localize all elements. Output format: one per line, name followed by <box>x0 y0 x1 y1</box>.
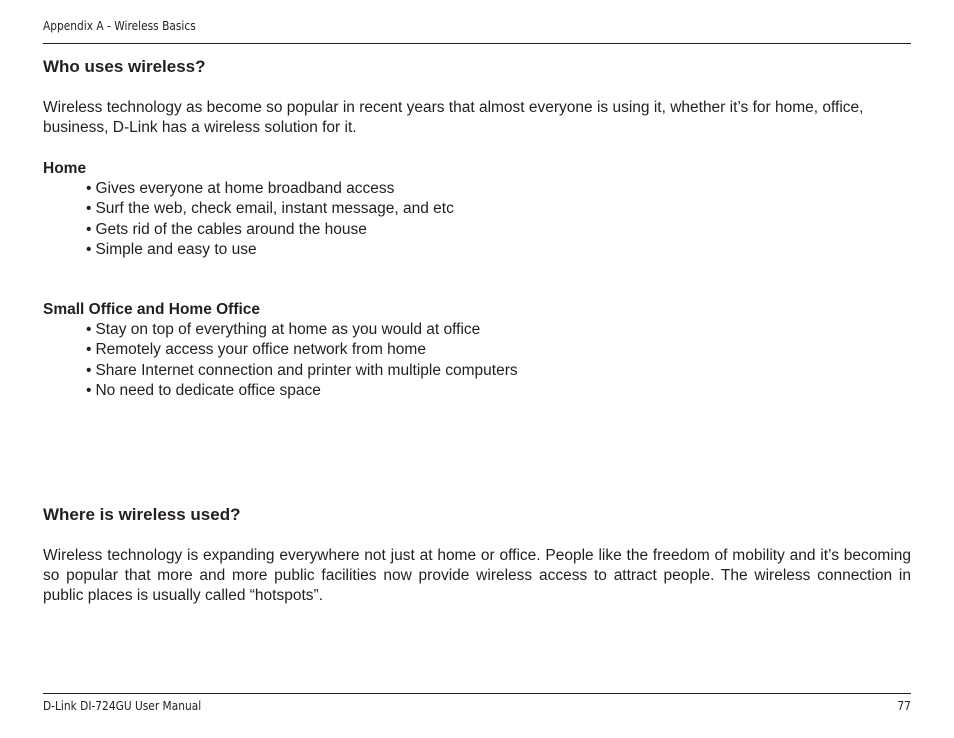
soho-bullet-list <box>86 320 518 402</box>
soho-heading: Small Office and Home Office <box>43 301 261 318</box>
bullet-icon: • <box>86 321 92 338</box>
bullet-icon: • <box>86 180 92 197</box>
who-uses-wireless-heading: Who uses wireless? <box>43 57 206 76</box>
footer-rule <box>43 693 911 694</box>
home-heading: Home <box>43 160 87 177</box>
list-item: • Gets rid of the cables around the house <box>86 220 367 238</box>
where-is-wireless-used-body: Wireless technology is expanding everywhere not just at home or office. People like the freedom of mobility and it’s becoming so popular that more and more public facilities now provide wireless access to attract people. The wireless connection in public places is usually called “hotspots”. <box>43 547 911 604</box>
list-item: • Share Internet connection and printer with multiple computers <box>86 361 518 379</box>
footer-manual-title: D-Link DI-724GU User Manual <box>43 698 202 713</box>
list-item: • No need to dedicate office space <box>86 382 321 400</box>
bullet-icon: • <box>86 382 92 400</box>
who-uses-wireless-intro: Wireless technology as become so popular in recent years that almost everyone is using it, whether it’s for home, office, business, D-Link has a wireless solution for it. <box>43 99 864 136</box>
bullet-icon: • <box>86 220 92 238</box>
where-is-wireless-used-heading: Where is wireless used? <box>43 505 241 524</box>
list-item: • Surf the web, check email, instant message, and etc <box>86 200 454 218</box>
header-rule <box>43 43 911 44</box>
list-item: • Remotely access your office network from home <box>86 341 426 359</box>
home-bullet-list <box>86 179 454 261</box>
list-item: • Stay on top of everything at home as you would at office <box>86 321 481 338</box>
list-item: • Simple and easy to use <box>86 241 257 259</box>
bullet-icon: • <box>86 341 92 359</box>
bullet-icon: • <box>86 361 92 379</box>
running-header: Appendix A - Wireless Basics <box>43 18 196 33</box>
page-number: 77 <box>897 698 911 713</box>
bullet-icon: • <box>86 241 92 259</box>
bullet-icon: • <box>86 200 92 218</box>
list-item: • Gives everyone at home broadband access <box>86 180 395 197</box>
